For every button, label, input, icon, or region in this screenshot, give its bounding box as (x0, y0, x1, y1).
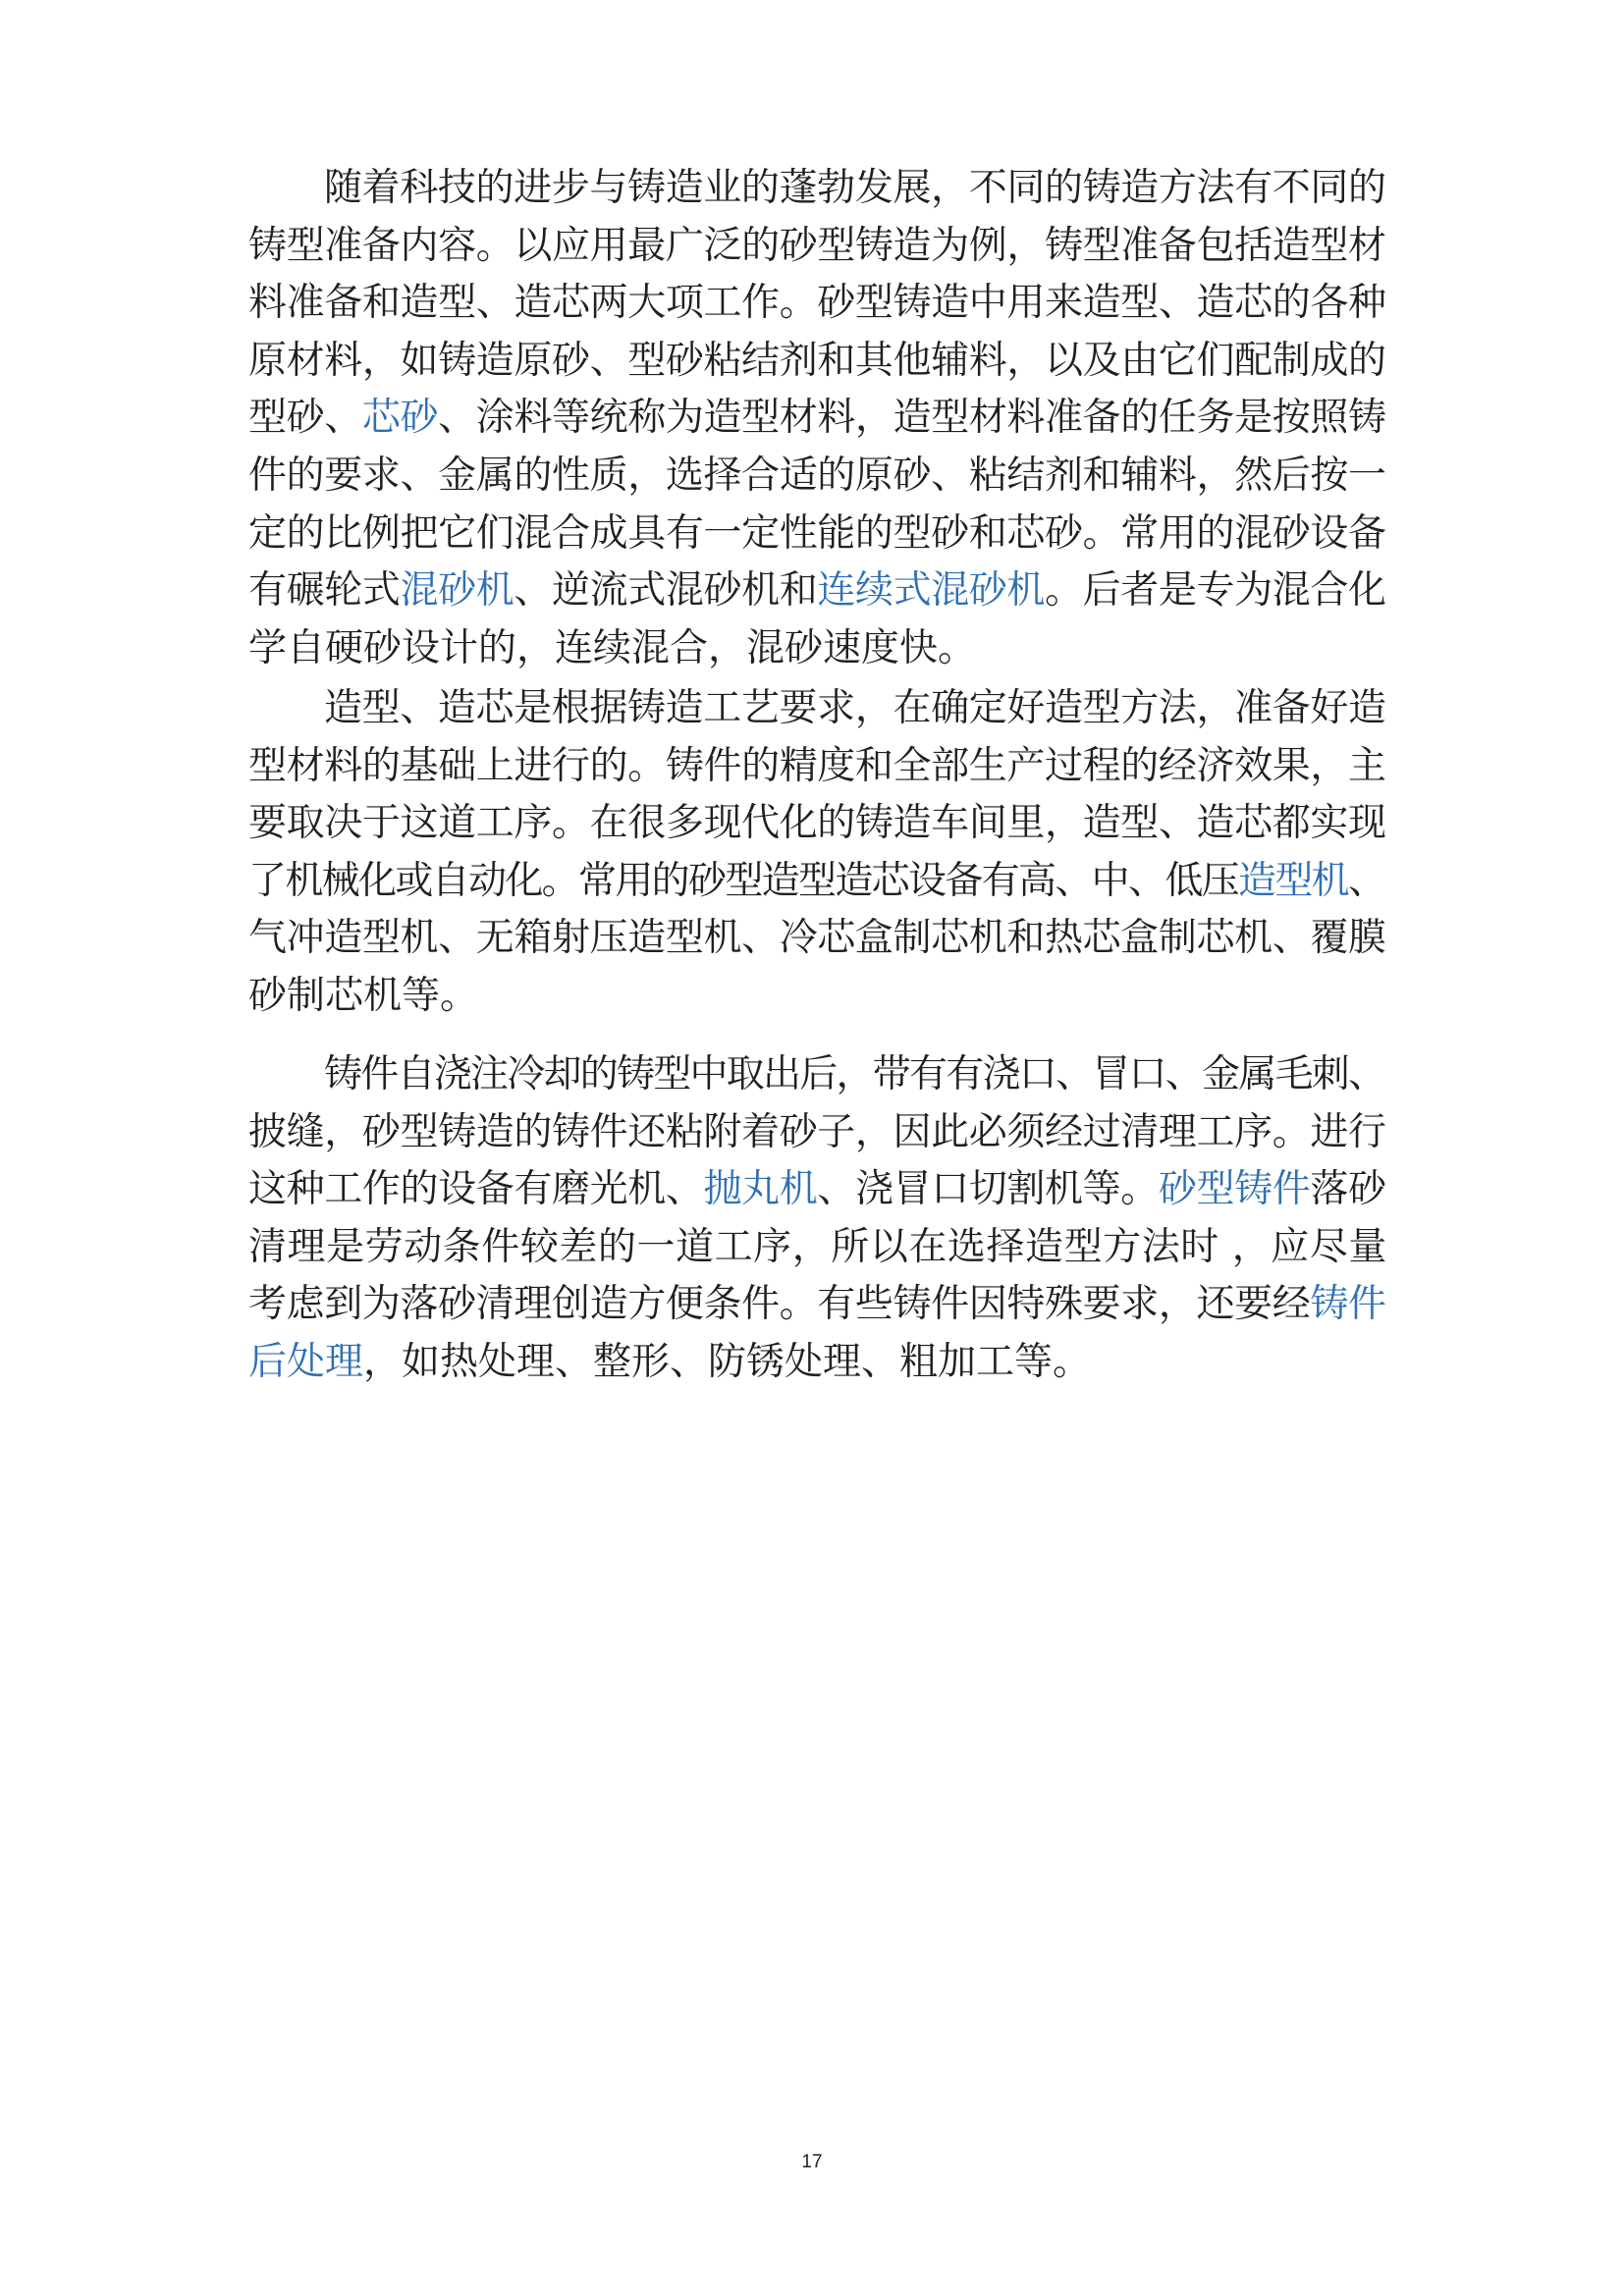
text-run: 、 (1348, 859, 1385, 903)
paragraph-3-line (248, 1220, 1387, 1275)
paragraph-3-line (248, 1105, 1386, 1160)
text-run: 。后者是专为混合化 (1045, 568, 1386, 613)
paragraph-1-line (248, 391, 1386, 446)
text-run: 了机械化或自动化。常用的砂型造型造芯设备有高、中、低压 (248, 859, 1239, 903)
text-run: 、浇冒口切割机等。 (817, 1167, 1159, 1211)
paragraph-3-line (248, 1162, 1386, 1217)
paragraph-2-line (248, 969, 478, 1024)
hyperlink[interactable]: 抛丸机 (703, 1167, 818, 1211)
text-run: 学自硬砂设计的，连续混合，混砂速度快。 (248, 626, 977, 670)
paragraph-2-line (248, 796, 1386, 851)
paragraph-2-line (248, 854, 1384, 909)
paragraph-1-line (248, 334, 1386, 389)
paragraph-3-line (248, 1335, 1091, 1390)
text-run: 有碾轮式 (248, 568, 401, 613)
hyperlink[interactable]: 造型机 (1238, 859, 1349, 903)
hyperlink[interactable]: 混砂机 (400, 568, 514, 613)
text-run: 、逆流式混砂机和 (514, 568, 818, 613)
text-run: 砂制芯机等。 (248, 974, 479, 1018)
text-run: 定的比例把它们混合成具有一定性能的型砂和芯砂。常用的混砂设备 (248, 511, 1386, 556)
hyperlink[interactable]: 连续式混砂机 (817, 568, 1046, 613)
page-number: 17 (801, 2152, 823, 2172)
text-run: 件的要求、金属的性质，选择合适的原砂、粘结剂和辅料，然后按一 (248, 454, 1386, 498)
text-run: 落砂 (1310, 1167, 1386, 1211)
paragraph-2-line (248, 739, 1386, 794)
hyperlink[interactable]: 芯砂 (361, 396, 439, 440)
text-run: 、涂料等统称为造型材料，造型材料准备的任务是按照铸 (438, 396, 1386, 440)
paragraph-1-line (248, 621, 976, 676)
text-run: 这种工作的设备有磨光机、 (248, 1167, 704, 1211)
text-run: ，如热处理、整形、防锈处理、粗加工等。 (363, 1340, 1092, 1384)
paragraph-1-line (248, 276, 1386, 331)
text-run: 铸型准备内容。以应用最广泛的砂型铸造为例，铸型准备包括造型材 (248, 224, 1386, 268)
text-run: 造型、造芯是根据铸造工艺要求，在确定好造型方法，准备好造 (324, 686, 1386, 730)
paragraph-3-line (248, 1277, 1386, 1332)
paragraph-3-line (324, 1047, 1384, 1102)
text-run: 考虑到为落砂清理创造方便条件。有些铸件因特殊要求，还要经 (248, 1282, 1311, 1326)
text-run: 随着科技的进步与铸造业的蓬勃发展，不同的铸造方法有不同的 (324, 166, 1386, 210)
text-run: 型砂、 (248, 396, 362, 440)
text-run: 型材料的基础上进行的。铸件的精度和全部生产过程的经济效果，主 (248, 744, 1386, 788)
paragraph-1-line (248, 507, 1386, 561)
text-run: 气冲造型机、无箱射压造型机、冷芯盒制芯机和热芯盒制芯机、覆膜 (248, 916, 1386, 960)
text-run: 清理是劳动条件较差的一道工序，所以在选择造型方法时 ，应尽量 (248, 1225, 1387, 1269)
paragraph-1-line (248, 449, 1386, 504)
text-run: 铸件自浇注冷却的铸型中取出后，带有有浇口、冒口、金属毛刺、 (324, 1052, 1385, 1096)
hyperlink[interactable]: 铸件 (1310, 1282, 1386, 1326)
paragraph-1-line (248, 219, 1386, 274)
text-run: 原材料，如铸造原砂、型砂粘结剂和其他辅料，以及由它们配制成的 (248, 339, 1386, 383)
hyperlink[interactable]: 砂型铸件 (1158, 1167, 1311, 1211)
paragraph-2-line (324, 681, 1386, 736)
text-run: 料准备和造型、造芯两大项工作。砂型铸造中用来造型、造芯的各种 (248, 281, 1386, 325)
text-run: 要取决于这道工序。在很多现代化的铸造车间里，造型、造芯都实现 (248, 801, 1386, 845)
text-run: 披缝，砂型铸造的铸件还粘附着砂子，因此必须经过清理工序。进行 (248, 1110, 1386, 1154)
paragraph-1-line (324, 161, 1386, 216)
paragraph-2-line (248, 911, 1386, 966)
hyperlink[interactable]: 后处理 (248, 1340, 364, 1384)
paragraph-1-line (248, 563, 1386, 618)
